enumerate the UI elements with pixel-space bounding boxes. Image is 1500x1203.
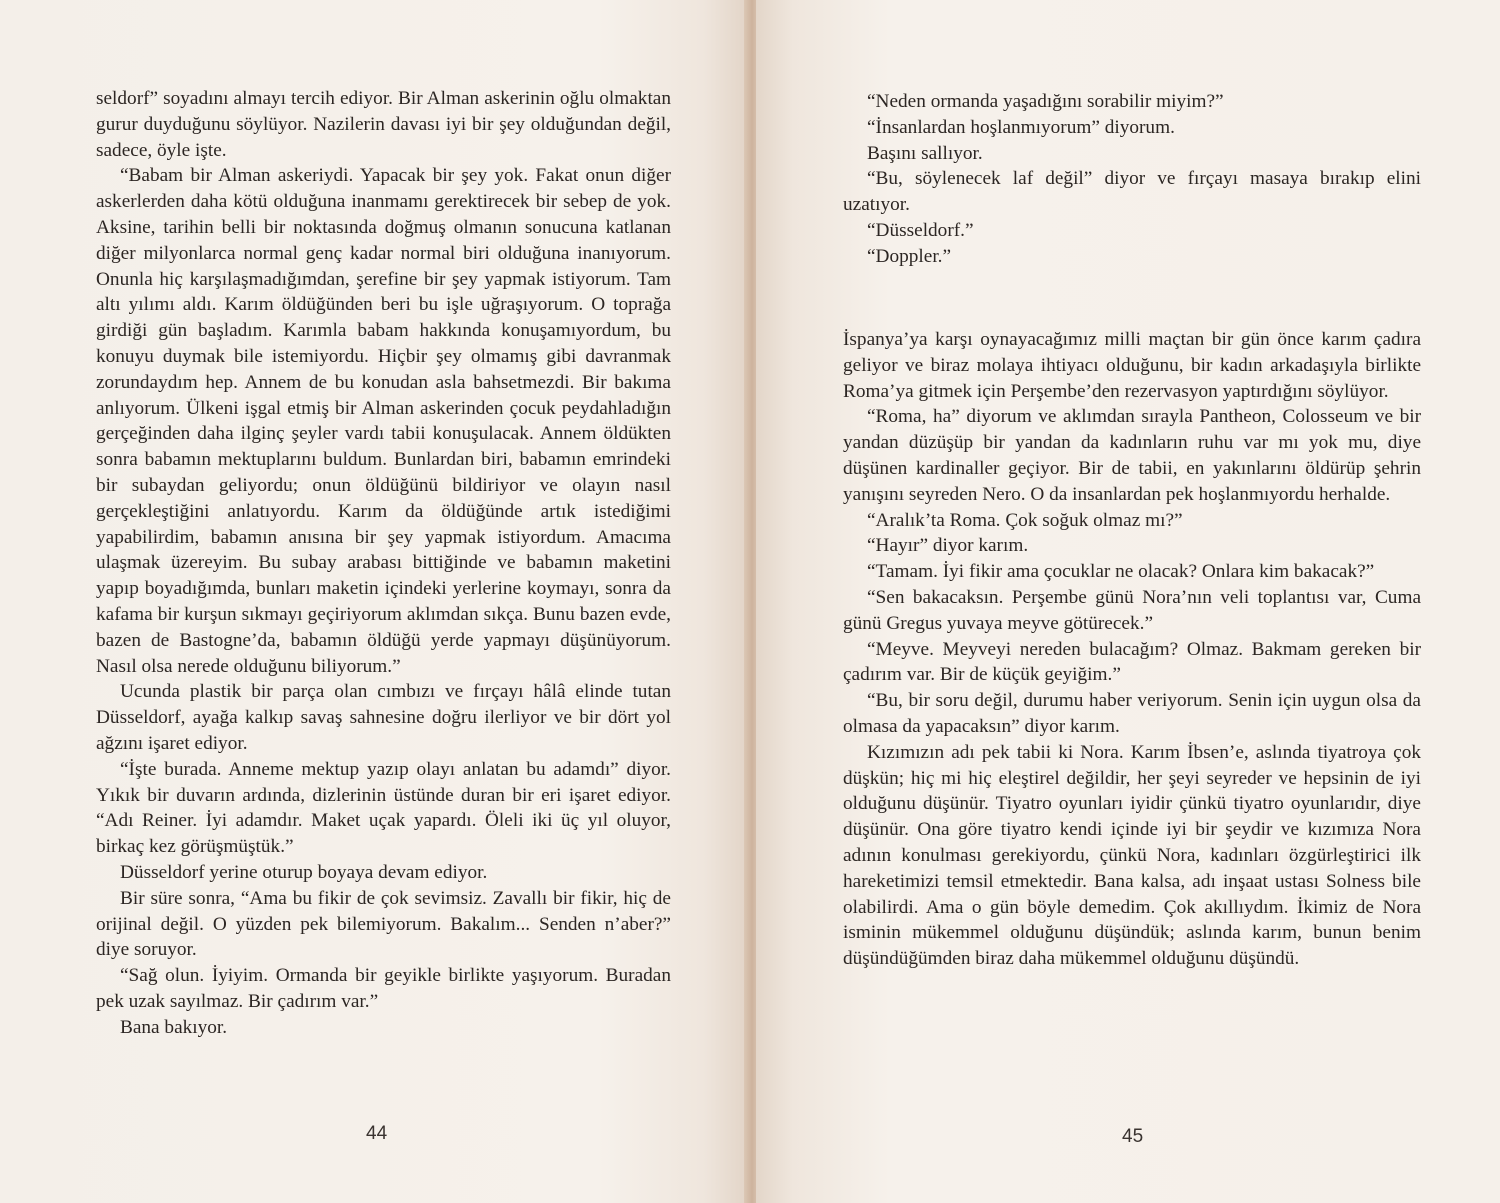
- page-number-right: 45: [1122, 1126, 1144, 1147]
- paragraph: Ucunda plastik bir parça olan cımbızı ve fırçayı hâlâ elinde tutan Düsseldorf, ayağa kalkıp savaş sahnesine doğru ilerliyor ve bir dört yol ağzını işaret ediyor.: [96, 681, 671, 754]
- paragraph: “Aralık’ta Roma. Çok soğuk olmaz mı?”: [867, 509, 1183, 531]
- paragraph: Düsseldorf yerine oturup boyaya devam ediyor.: [120, 861, 488, 883]
- paragraph: “İnsanlardan hoşlanmıyorum” diyorum.: [867, 116, 1175, 138]
- paragraph: “Meyve. Meyveyi nereden bulacağım? Olmaz. Bakmam gereken bir çadırım var. Bir de küçük geyiğim.”: [843, 638, 1421, 686]
- paragraph: seldorf” soyadını almayı tercih ediyor. Bir Alman askerinin oğlu olmaktan gurur duyduğunu söylüyor. Nazilerin davası iyi bir şey olduğundan değil, sadece, öyle işte.: [96, 88, 671, 161]
- paragraph: “İşte burada. Anneme mektup yazıp olayı anlatan bu adamdı” diyor. Yıkık bir duvarın ardında, dizlerinin üstünde duran bir eri işaret ediyor. “Adı Reiner. İyi adamdır. Maket uçak yapardı. Öleli iki üç yıl oluyor, birkaç kez görüşmüştük.”: [96, 758, 671, 858]
- paragraph: “Babam bir Alman askeriydi. Yapacak bir şey yok. Fakat onun diğer askerlerden daha kötü olduğuna inanmamı gerektirecek bir sebep de yok. Aksine, tarihin belli bir noktasında doğmuş olmanın sonucuna katlanan diğer milyonlarca normal genç kadar normal biri olduğuna inanıyorum. Onunla hiç karşılaşmadığımdan, şerefine bir şey yapmak istiyorum. Tam altı yılımı aldı. Karım öldüğünden beri bu işle uğraşıyorum. O toprağa girdiği gün başladım. Karımla babam hakkında konuşamıyordum, bu konuyu duymak bile istemiyordu. Hiçbir şey olmamış gibi davranmak zorundaydım hep. Annem de bu konudan asla bahsetmezdi. Bir bakıma anlıyorum. Ülkeni işgal etmiş bir Alman askerinden çocuk peydahladığın gerçeğinden daha ilginç şeyler vardı tabii konuşulacak. Annem öldükten sonra babamın mektuplarını buldum. Bunlardan biri, babamın emrindeki bir subaydan geliyordu; onun öldüğünü bildiriyor ve olayın nasıl gerçekleştiğini anlatıyordu. Karım da öldüğünde artık istediğimi yapabilirdim, babamın anısına bir şey yapmak istiyordum. Amacıma ulaşmak üzereyim. Bu subay arabası bittiğinde ve babamın maketini yapıp boyadığımda, bunları maketin içindeki yerlerine koymayı, sonra da kafama bir kurşun sıkmayı geçiriyorum aklımdan sıkça. Bunu bazen evde, bazen de Bastogne’da, babamın öldüğü yerde yapmayı düşünüyorum. Nasıl olsa nerede olduğunu biliyorum.”: [96, 165, 671, 677]
- paragraph: “Düsseldorf.”: [867, 219, 974, 241]
- paragraph: Başını sallıyor.: [867, 142, 983, 164]
- right-page-text-bottom: [843, 327, 1421, 972]
- paragraph: “Roma, ha” diyorum ve aklımdan sırayla Pantheon, Colosseum ve bir yandan düzüşüp bir yandan da kadınların ruhu var mı yok mu, diye düşünen kardinaller geçiyor. Bir de tabii, en yakınlarını öldürüp şehrin yanışını seyreden Nero. O da insanlardan pek hoşlanmıyordu herhalde.: [843, 406, 1421, 505]
- paragraph: “Doppler.”: [867, 245, 952, 267]
- right-page: [756, 0, 1500, 1203]
- paragraph: “Tamam. İyi fikir ama çocuklar ne olacak? Onlara kim bakacak?”: [867, 561, 1375, 583]
- page-number-left: 44: [366, 1123, 388, 1144]
- paragraph: “Bu, bir soru değil, durumu haber veriyorum. Senin için uygun olsa da olmasa da yapacaksın” diyor karım.: [843, 690, 1421, 737]
- paragraph: “Sağ olun. İyiyim. Ormanda bir geyikle birlikte yaşıyorum. Buradan pek uzak sayılmaz. Bir çadırım var.”: [96, 965, 671, 1012]
- paragraph: İspanya’ya karşı oynayacağımız milli maçtan bir gün önce karım çadıra geliyor ve biraz molaya ihtiyacı olduğunu, bir kadın arkadaşıyla birlikte Roma’ya gitmek için Perşembe’den rezervasyon yaptırdığını söylüyor.: [843, 329, 1421, 402]
- paragraph: Bir süre sonra, “Ama bu fikir de çok sevimsiz. Zavallı bir fikir, hiç de orijinal değil. O yüzden pek bilemiyorum. Bakalım... Senden n’aber?” diye soruyor.: [96, 887, 671, 961]
- paragraph: “Neden ormanda yaşadığını sorabilir miyim?”: [867, 91, 1224, 112]
- left-page: [0, 0, 748, 1203]
- right-page-text-top: [843, 89, 1421, 270]
- paragraph: “Sen bakacaksın. Perşembe günü Nora’nın veli toplantısı var, Cuma günü Gregus yuvaya meyve götürecek.”: [843, 586, 1421, 634]
- paragraph: Bana bakıyor.: [120, 1016, 228, 1038]
- paragraph: “Hayır” diyor karım.: [867, 535, 1029, 557]
- paragraph: Kızımızın adı pek tabii ki Nora. Karım İbsen’e, aslında tiyatroya çok düşkün; hiç mi hiç eleştirel değildir, her şeyi seyreder ve hepsinin de iyi olduğunu düşünür. Tiyatro oyunları iyidir çünkü tiyatro oyunlarıdır, diye düşünür. Ona göre tiyatro kendi içinde iyi bir şeydir ve kızımıza Nora adının konulması gerekiyordu, çünkü Nora, kadınları özgürleştirici ilk hareketimizi temsil etmektedir. Bana kalsa, adı inşaat ustası Solness bile olabilirdi. Ama o gün böyle demedim. Çok akıllıydım. İkimiz de Nora isminin mükemmel olduğunu düşündük; aslında karım, bunun benim düşündüğümden biraz daha mükemmel olduğunu düşündü.: [843, 741, 1421, 970]
- paragraph: “Bu, söylenecek laf değil” diyor ve fırçayı masaya bırakıp elini uzatıyor.: [843, 168, 1421, 216]
- left-page-text: [96, 86, 671, 1040]
